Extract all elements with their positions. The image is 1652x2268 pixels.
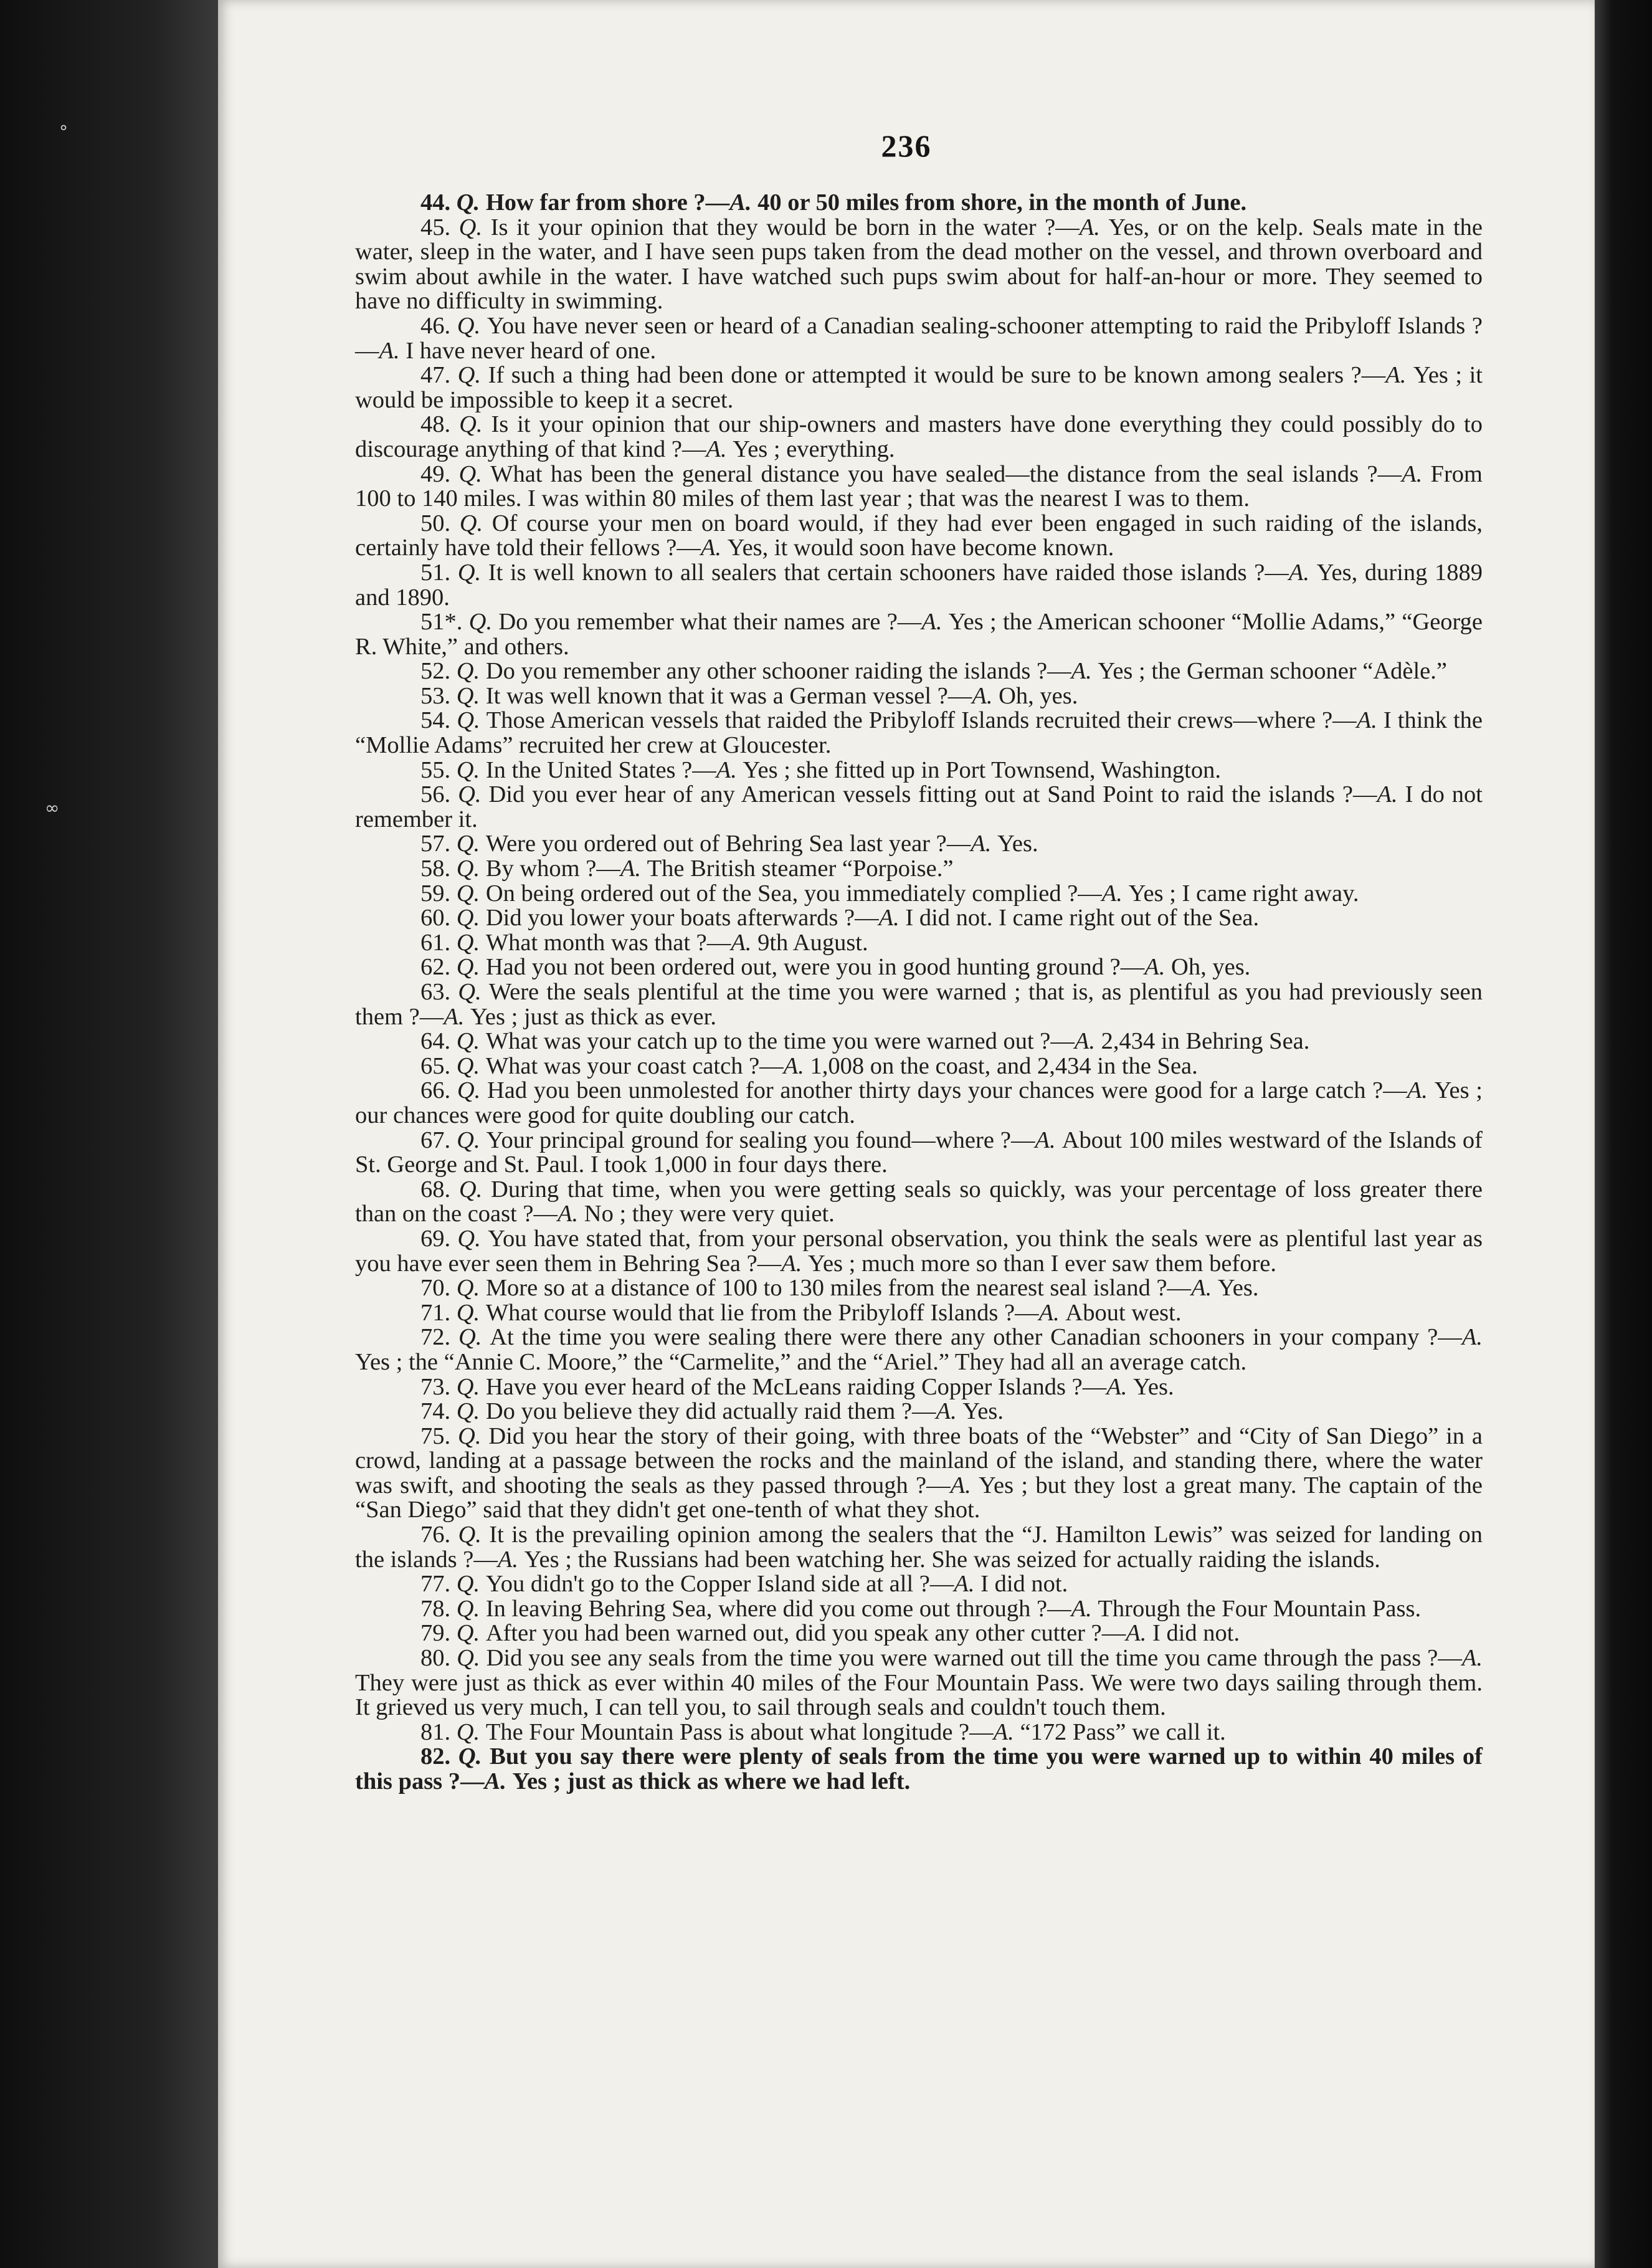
answer-text: I think the “Mollie Adams” recruited her crew at Gloucester.	[355, 707, 1483, 759]
scan-right-margin	[1595, 0, 1652, 2268]
question-number: 62.	[420, 954, 457, 981]
question-text: It is well known to all sealers that certain schooners have raided those islands ?—	[488, 559, 1289, 586]
answer-text: Yes, it would soon have become known.	[727, 535, 1114, 561]
answer-label: A.	[1385, 362, 1413, 389]
answer-text: I did not. I came right out of the Sea.	[905, 905, 1260, 932]
answer-label: A.	[1407, 1077, 1435, 1104]
question-text: Did you hear the story of their going, with three boats of the “Webster” and “City of San Diego” in a crowd, landing at a passage between the rocks and the mainland of the island, and standing there, where the water was swift, and shooting the seals as they passed through ?—	[355, 1422, 1483, 1498]
question-label: Q.	[457, 1225, 488, 1252]
question-number: 52.	[420, 658, 457, 685]
answer-label: A.	[379, 337, 406, 364]
question-label: Q.	[456, 1620, 486, 1647]
question-label: Q.	[457, 707, 487, 734]
answer-text: From 100 to 140 miles. I was within 80 miles of them last year ; that was the nearest I was to them.	[355, 460, 1483, 512]
question-label: Q.	[456, 1718, 486, 1745]
answer-text: 9th August.	[757, 929, 868, 956]
qa-entry	[355, 857, 1483, 882]
question-label: Q.	[457, 312, 487, 339]
qa-entry	[355, 882, 1483, 907]
question-text: You didn't go to the Copper Island side at all ?—	[485, 1571, 954, 1598]
answer-text: Yes.	[997, 831, 1038, 857]
question-number: 60.	[420, 905, 457, 932]
qa-entry	[355, 684, 1483, 709]
question-text: Had you not been ordered out, were you in good hunting ground ?—	[485, 954, 1145, 981]
answer-text: Yes ; the German schooner “Adèle.”	[1098, 658, 1447, 685]
qa-entry	[355, 832, 1483, 857]
question-number: 57.	[420, 831, 457, 857]
question-text: Of course your men on board would, if they had ever been engaged in such raiding of the islands, certainly have told their fellows ?—	[355, 510, 1483, 561]
question-text: Have you ever heard of the McLeans raiding Copper Islands ?—	[485, 1373, 1107, 1400]
answer-text: Yes, or on the kelp. Seals mate in the water, sleep in the water, and I have seen pups taken from the dead mother on the vessel, and thrown overboard and swim about awhile in the water. I have watched such pups swim about for half-an-hour or more. They seemed to have no difficulty in swimming.	[355, 214, 1483, 315]
answer-text: Yes ; the “Annie C. Moore,” the “Carmelite,” and the “Ariel.” They had all an average catch.	[355, 1348, 1247, 1375]
answer-text: I have never heard of one.	[406, 337, 657, 364]
qa-entry	[355, 1523, 1483, 1572]
qa-entry	[355, 1029, 1483, 1054]
question-text: How far from shore ?—	[485, 189, 730, 216]
question-text: On being ordered out of the Sea, you immediately complied ?—	[485, 880, 1102, 907]
question-label: Q.	[458, 979, 489, 1005]
answer-label: A.	[1461, 1645, 1483, 1672]
question-text: Did you ever hear of any American vessels fitting out at Sand Point to raid the islands ?—	[488, 781, 1377, 808]
question-number: 73.	[420, 1373, 457, 1400]
question-text: If such a thing had been done or attempted it would be sure to be known among sealers ?—	[488, 362, 1386, 389]
question-number: 64.	[420, 1028, 457, 1055]
question-number: 67.	[420, 1127, 457, 1153]
question-number: 44.	[420, 189, 457, 216]
answer-text: They were just as thick as ever within 40 miles of the Four Mountain Pass. We were two days sailing through them. It grieved us very much, I can tell you, to sail through seals and couldn't touch them.	[355, 1669, 1483, 1721]
qa-entry	[355, 1079, 1483, 1128]
question-text: Did you lower your boats afterwards ?—	[485, 905, 879, 932]
answer-text: 1,008 on the coast, and 2,434 in the Sea.	[810, 1052, 1198, 1079]
question-number: 78.	[420, 1595, 457, 1622]
question-label: Q.	[458, 214, 491, 241]
question-number: 58.	[420, 855, 457, 882]
answer-label: A.	[781, 1250, 809, 1277]
question-number: 54.	[420, 707, 457, 734]
qa-entry	[355, 1178, 1483, 1227]
answer-text: Yes ; the American schooner “Mollie Adams,” “George R. White,” and others.	[355, 609, 1483, 660]
question-number: 48.	[420, 411, 460, 438]
question-text: Do you believe they did actually raid them ?—	[485, 1398, 936, 1425]
answer-label: A.	[936, 1398, 963, 1425]
question-number: 82.	[420, 1743, 458, 1770]
question-label: Q.	[456, 682, 486, 709]
question-text: Those American vessels that raided the Pribyloff Islands recruited their crews—where ?—	[486, 707, 1357, 734]
question-number: 49.	[420, 460, 459, 487]
answer-label: A.	[1402, 460, 1431, 487]
document-page	[218, 0, 1595, 2268]
qa-entry	[355, 216, 1483, 314]
answer-label: A.	[1101, 880, 1129, 907]
question-text: The Four Mountain Pass is about what longitude ?—	[485, 1718, 994, 1745]
answer-text: Yes.	[1132, 1373, 1174, 1400]
question-number: 51*.	[420, 609, 469, 636]
answer-text: 40 or 50 miles from shore, in the month of June.	[757, 189, 1247, 216]
question-text: What was your coast catch ?—	[485, 1052, 784, 1079]
question-text: More so at a distance of 100 to 130 miles from the nearest seal island ?—	[485, 1275, 1192, 1302]
qa-entry	[355, 1301, 1483, 1326]
question-text: Do you remember what their names are ?—	[498, 609, 922, 636]
question-text: What was your catch up to the time you were warned out ?—	[485, 1028, 1075, 1055]
question-text: You have never seen or heard of a Canadian sealing-schooner attempting to raid the Pribyloff Islands ?—	[355, 312, 1483, 364]
question-text: Did you see any seals from the time you were warned out till the time you came through the pass ?—	[486, 1645, 1462, 1672]
answer-text: About west.	[1065, 1299, 1182, 1326]
answer-text: Yes, during 1889 and 1890.	[355, 559, 1483, 611]
question-text: You have stated that, from your personal observation, you think the seals were as plentiful last year as you have ever seen them in Behring Sea ?—	[355, 1225, 1483, 1277]
qa-entry	[355, 1572, 1483, 1597]
question-text: Your principal ground for sealing you found—where ?—	[486, 1127, 1035, 1153]
question-label: Q.	[456, 1373, 486, 1400]
question-label: Q.	[468, 609, 499, 636]
question-number: 77.	[420, 1571, 457, 1598]
question-text: Is it your opinion that our ship-owners and masters have done everything they could possibly do to discourage anything of that kind ?—	[355, 411, 1483, 462]
question-label: Q.	[457, 559, 488, 586]
answer-text: Yes.	[962, 1398, 1004, 1425]
question-number: 72.	[420, 1324, 458, 1351]
question-label: Q.	[457, 1127, 487, 1153]
question-number: 56.	[420, 781, 458, 808]
qa-entry	[355, 1597, 1483, 1622]
qa-entry	[355, 1227, 1483, 1276]
question-label: Q.	[457, 362, 488, 389]
answer-label: A.	[783, 1052, 810, 1079]
question-text: What course would that lie from the Pribyloff Islands ?—	[485, 1299, 1039, 1326]
answer-label: A.	[1074, 1028, 1101, 1055]
question-text: What month was that ?—	[485, 929, 731, 956]
question-number: 50.	[420, 510, 460, 536]
scan-speck: °	[59, 122, 68, 142]
question-number: 68.	[420, 1176, 459, 1203]
answer-label: A.	[700, 535, 728, 561]
question-number: 69.	[420, 1225, 458, 1252]
question-label: Q.	[457, 1077, 487, 1104]
question-label: Q.	[456, 1398, 486, 1425]
qa-entry	[355, 412, 1483, 462]
answer-label: A.	[1356, 707, 1384, 734]
answer-label: A.	[620, 855, 647, 882]
qa-entry	[355, 1128, 1483, 1178]
answer-label: A.	[1461, 1324, 1483, 1351]
question-label: Q.	[458, 460, 491, 487]
question-number: 46.	[420, 312, 457, 339]
answer-text: Yes ; she fitted up in Port Townsend, Washington.	[743, 756, 1221, 783]
qa-entry	[355, 1424, 1483, 1523]
answer-label: A.	[972, 682, 999, 709]
qa-entry	[355, 931, 1483, 956]
qa-entry	[355, 980, 1483, 1029]
question-label: Q.	[458, 1422, 489, 1449]
question-number: 47.	[420, 362, 458, 389]
answer-label: A.	[1071, 1595, 1098, 1622]
question-text: Were you ordered out of Behring Sea last year ?—	[485, 831, 971, 857]
qa-entry	[355, 1745, 1483, 1794]
question-number: 51.	[420, 559, 458, 586]
question-label: Q.	[456, 880, 486, 907]
question-text: It is the prevailing opinion among the sealers that the “J. Hamilton Lewis” was seized for landing on the islands ?—	[355, 1522, 1483, 1573]
answer-text: The British steamer “Porpoise.”	[647, 855, 954, 882]
qa-entry	[355, 561, 1483, 610]
qa-entry	[355, 1375, 1483, 1400]
answer-label: A.	[1126, 1620, 1152, 1647]
answer-label: A.	[954, 1571, 981, 1598]
answer-text: 2,434 in Behring Sea.	[1101, 1028, 1310, 1055]
qa-entry	[355, 462, 1483, 512]
question-label: Q.	[456, 1595, 486, 1622]
question-text: It was well known that it was a German vessel ?—	[485, 682, 972, 709]
question-label: Q.	[456, 189, 486, 216]
qa-entry	[355, 1325, 1483, 1375]
qa-entry	[355, 955, 1483, 980]
question-number: 74.	[420, 1398, 457, 1425]
question-number: 75.	[420, 1422, 458, 1449]
qa-entry	[355, 783, 1483, 832]
page-number: 236	[881, 128, 932, 163]
question-text: At the time you were sealing there were there any other Canadian schooners in your company ?—	[490, 1324, 1462, 1351]
qa-entry	[355, 363, 1483, 412]
question-label: Q.	[456, 929, 486, 956]
answer-text: Through the Four Mountain Pass.	[1098, 1595, 1422, 1622]
answer-text: Yes.	[1217, 1275, 1259, 1302]
answer-text: Oh, yes.	[1171, 954, 1251, 981]
question-number: 55.	[420, 756, 457, 783]
question-label: Q.	[456, 756, 486, 783]
question-number: 70.	[420, 1275, 457, 1302]
answer-text: I did not.	[980, 1571, 1068, 1598]
scan-left-margin	[0, 0, 218, 2268]
question-number: 66.	[420, 1077, 457, 1104]
qa-entry	[355, 659, 1483, 684]
qa-entry	[355, 758, 1483, 783]
question-text: In the United States ?—	[485, 756, 716, 783]
question-label: Q.	[459, 411, 491, 438]
answer-text: No ; they were very quiet.	[584, 1201, 835, 1227]
question-text: What has been the general distance you have sealed—the distance from the seal islands ?—	[490, 460, 1402, 487]
answer-text: Yes ; it would be impossible to keep it a secret.	[355, 362, 1483, 413]
answer-text: Yes ; our chances were good for quite doubling our catch.	[355, 1077, 1483, 1128]
question-label: Q.	[458, 1324, 490, 1351]
question-text: Is it your opinion that they would be born in the water ?—	[490, 214, 1080, 241]
question-text: Had you been unmolested for another thirty days your chances were good for a large catch ?—	[487, 1077, 1407, 1104]
question-number: 76.	[420, 1522, 458, 1548]
answer-text: Yes ; I came right away.	[1128, 880, 1359, 907]
question-label: Q.	[456, 1299, 486, 1326]
answer-label: A.	[716, 756, 743, 783]
question-label: Q.	[457, 1645, 487, 1672]
answer-label: A.	[484, 1768, 513, 1794]
question-label: Q.	[456, 658, 486, 685]
question-text: After you had been warned out, did you speak any other cutter ?—	[485, 1620, 1126, 1647]
question-label: Q.	[456, 1571, 486, 1598]
question-label: Q.	[459, 510, 492, 536]
answer-text: I do not remember it.	[355, 781, 1483, 832]
question-text: Were the seals plentiful at the time you were warned ; that is, as plentiful as you had previously seen them ?—	[355, 979, 1483, 1030]
answer-text: Yes ; just as thick as where we had left.	[512, 1768, 911, 1794]
answer-text: Oh, yes.	[999, 682, 1078, 709]
qa-entry	[355, 314, 1483, 363]
qa-entry	[355, 191, 1483, 216]
qa-entry	[355, 708, 1483, 758]
question-label: Q.	[456, 954, 486, 981]
answer-text: I did not.	[1152, 1620, 1240, 1647]
answer-text: “172 Pass” we call it.	[1020, 1718, 1226, 1745]
answer-text: Yes ; just as thick as ever.	[470, 1003, 716, 1030]
answer-label: A.	[558, 1201, 584, 1227]
question-number: 65.	[420, 1052, 457, 1079]
question-text: During that time, when you were getting seals so quickly, was your percentage of loss greater there than on the coast ?—	[355, 1176, 1483, 1227]
question-label: Q.	[458, 1743, 490, 1770]
question-label: Q.	[456, 855, 486, 882]
answer-label: A.	[971, 831, 997, 857]
qa-entry	[355, 610, 1483, 659]
answer-label: A.	[1288, 559, 1317, 586]
question-number: 81.	[420, 1718, 457, 1745]
answer-label: A.	[1038, 1299, 1066, 1326]
qa-entry	[355, 906, 1483, 931]
question-text: By whom ?—	[485, 855, 620, 882]
answer-label: A.	[497, 1546, 525, 1573]
question-label: Q.	[458, 1522, 490, 1548]
question-label: Q.	[456, 1052, 486, 1079]
answer-label: A.	[1035, 1127, 1062, 1153]
answer-label: A.	[921, 609, 949, 636]
question-label: Q.	[456, 1028, 486, 1055]
question-number: 59.	[420, 880, 457, 907]
question-text: Do you remember any other schooner raiding the islands ?—	[485, 658, 1071, 685]
question-label: Q.	[458, 1176, 491, 1203]
answer-text: About 100 miles westward of the Islands of St. George and St. Paul. I took 1,000 in four days there.	[355, 1127, 1483, 1178]
question-label: Q.	[458, 781, 489, 808]
answer-label: A.	[1071, 658, 1098, 685]
question-number: 71.	[420, 1299, 457, 1326]
qa-entry	[355, 1399, 1483, 1424]
question-text: But you say there were plenty of seals from the time you were warned up to within 40 miles of this pass ?—	[355, 1743, 1483, 1794]
answer-label: A.	[731, 929, 758, 956]
answer-label: A.	[878, 905, 906, 932]
qa-entry	[355, 1054, 1483, 1079]
answer-label: A.	[1191, 1275, 1218, 1302]
qa-entry	[355, 1646, 1483, 1720]
question-number: 61.	[420, 929, 457, 956]
answer-label: A.	[1144, 954, 1172, 981]
question-number: 63.	[420, 979, 458, 1005]
question-number: 53.	[420, 682, 457, 709]
answer-label: A.	[729, 189, 758, 216]
answer-label: A.	[993, 1718, 1020, 1745]
answer-text: Yes ; the Russians had been watching her. She was seized for actually raiding the islands.	[524, 1546, 1380, 1573]
question-number: 80.	[420, 1645, 457, 1672]
qa-list	[355, 191, 1483, 1794]
answer-text: Yes ; but they lost a great many. The captain of the “San Diego” said that they didn't get one-tenth of what they shot.	[355, 1472, 1483, 1523]
qa-entry	[355, 1720, 1483, 1745]
answer-label: A.	[1377, 781, 1405, 808]
answer-label: A.	[950, 1472, 979, 1498]
qa-entry	[355, 1621, 1483, 1646]
question-number: 79.	[420, 1620, 457, 1647]
answer-label: A.	[706, 436, 733, 462]
answer-label: A.	[1106, 1373, 1133, 1400]
question-text: In leaving Behring Sea, where did you come out through ?—	[485, 1595, 1071, 1622]
qa-entry	[355, 1276, 1483, 1301]
answer-label: A.	[1079, 214, 1109, 241]
question-label: Q.	[456, 905, 486, 932]
answer-text: Yes ; much more so than I ever saw them before.	[808, 1250, 1277, 1277]
question-label: Q.	[456, 831, 486, 857]
qa-entry	[355, 512, 1483, 561]
question-number: 45.	[420, 214, 459, 241]
scan-speck: ∞	[45, 798, 60, 818]
question-label: Q.	[456, 1275, 486, 1302]
answer-text: Yes ; everything.	[733, 436, 895, 462]
answer-label: A.	[444, 1003, 470, 1030]
